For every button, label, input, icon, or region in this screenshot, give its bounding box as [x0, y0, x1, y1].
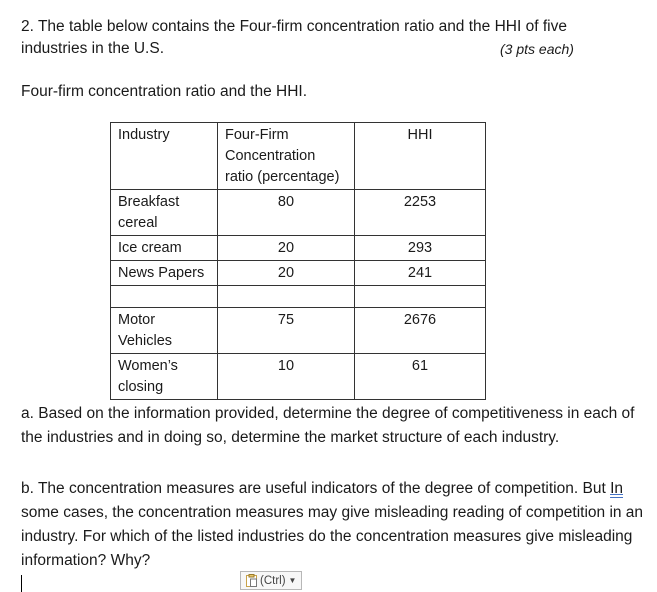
table-row-empty [111, 286, 486, 308]
table-caption: Four-firm concentration ratio and the HHI. [21, 83, 308, 100]
ratio-cell [218, 286, 355, 308]
text-cursor [21, 575, 22, 592]
paste-options-label: (Ctrl) [260, 574, 286, 587]
ratio-cell: 75 [218, 308, 355, 354]
header-hhi: HHI [355, 123, 486, 190]
industry-cell: Women’s closing [111, 354, 218, 400]
industry-cell: Motor Vehicles [111, 308, 218, 354]
table-row [111, 354, 486, 400]
ratio-cell: 10 [218, 354, 355, 400]
table-row [111, 236, 486, 261]
header-four-firm-ratio: Four-Firm Concentration ratio (percentage) [218, 123, 355, 190]
hhi-cell [355, 286, 486, 308]
table-row [111, 308, 486, 354]
hhi-cell: 2253 [355, 190, 486, 236]
industry-cell: Breakfast cereal [111, 190, 218, 236]
industry-cell: News Papers [111, 261, 218, 286]
ratio-cell: 20 [218, 261, 355, 286]
points-label: (3 pts each) [500, 41, 574, 57]
chevron-down-icon: ▼ [288, 575, 297, 585]
question-title: 2. The table below contains the Four-firm concentration ratio and the HHI of five industries in the U.S. [21, 18, 567, 57]
part-b-text-continued: some cases, the concentration measures may give misleading reading of competition in an industry. For which of the listed industries do the concentration measures give misleading information? Why? [21, 504, 644, 569]
industry-cell [111, 286, 218, 308]
hhi-cell: 2676 [355, 308, 486, 354]
question-part-b [21, 477, 646, 573]
industry-cell: Ice cream [111, 236, 218, 261]
table-header-row [111, 123, 486, 190]
spellcheck-flagged-word[interactable]: In [610, 480, 623, 497]
table-row [111, 261, 486, 286]
paste-options-button[interactable] [240, 571, 302, 590]
hhi-cell: 293 [355, 236, 486, 261]
clipboard-icon [246, 574, 257, 587]
question-part-a: a. Based on the information provided, determine the degree of competitiveness in each of the industries and in doing so, determine the market structure of each industry. [21, 405, 635, 446]
ratio-cell: 80 [218, 190, 355, 236]
part-b-text: b. The concentration measures are useful indicators of the degree of competition. But [21, 480, 611, 497]
header-industry: Industry [111, 123, 218, 190]
hhi-cell: 61 [355, 354, 486, 400]
ratio-cell: 20 [218, 236, 355, 261]
hhi-cell: 241 [355, 261, 486, 286]
concentration-table [110, 122, 486, 400]
table-row [111, 190, 486, 236]
